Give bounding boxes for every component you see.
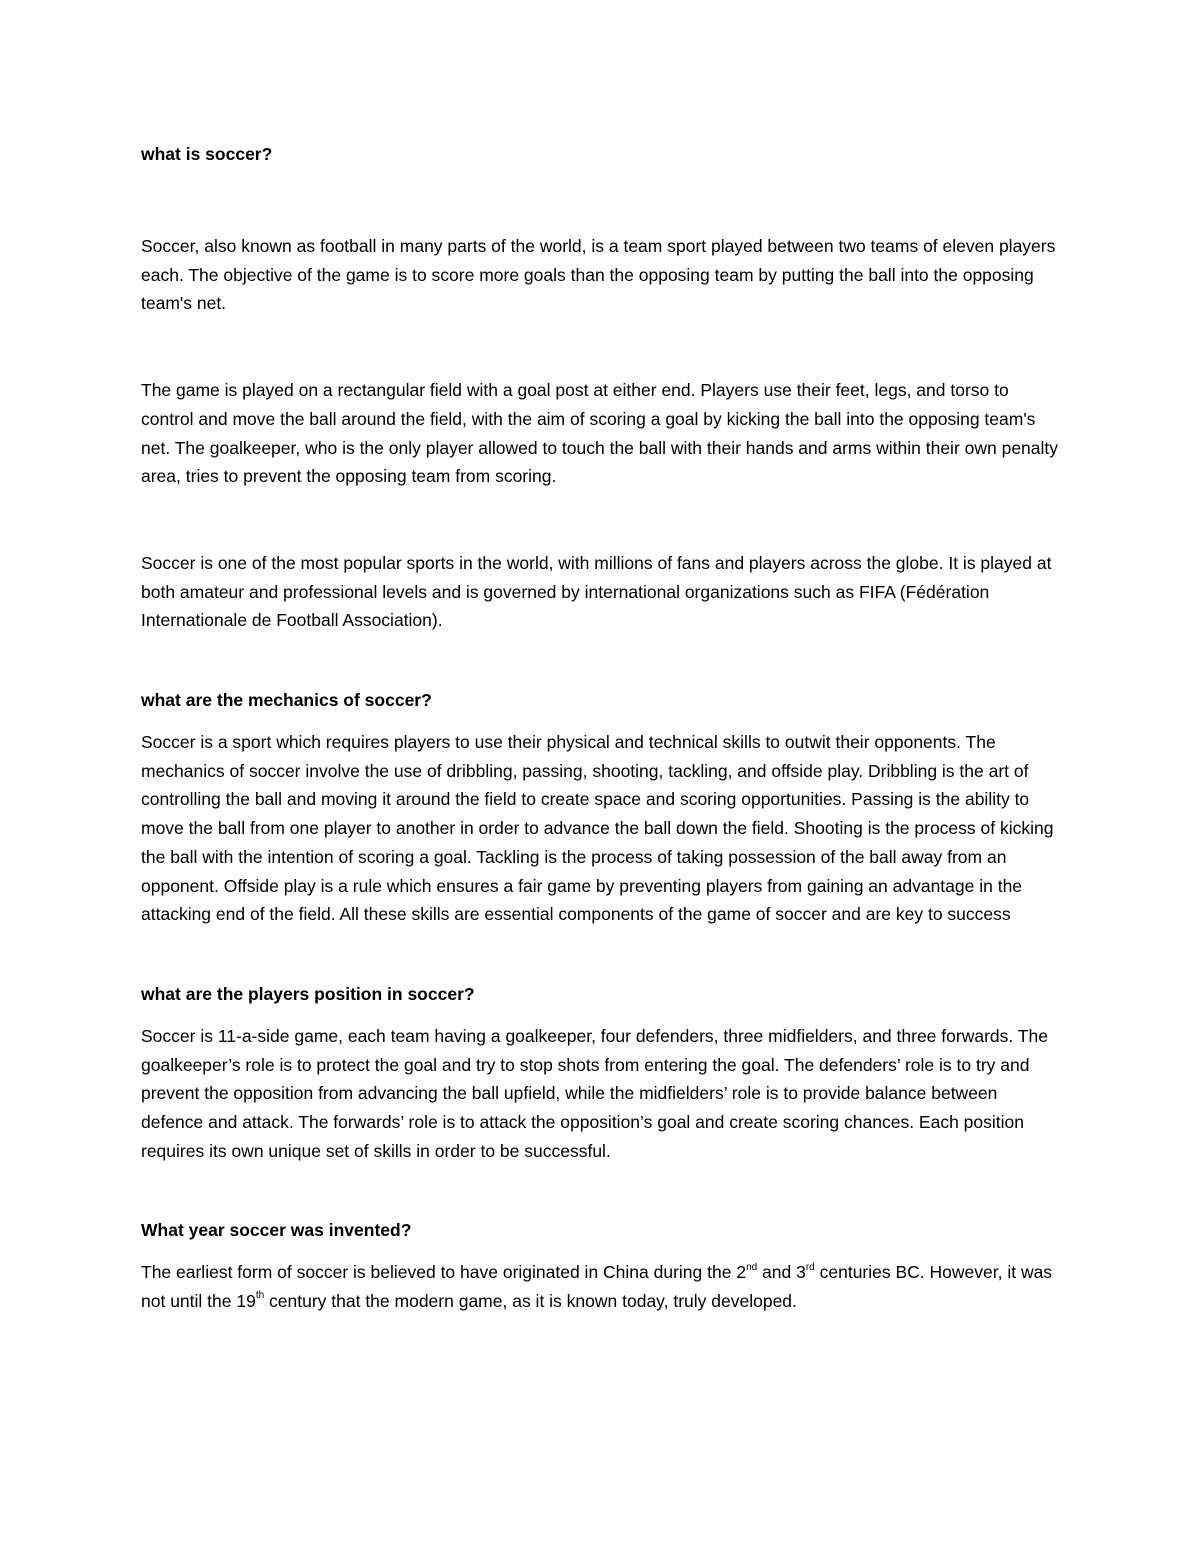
paragraph: Soccer, also known as football in many parts of the world, is a team sport played between two teams of eleven players each. The objective of the game is to score more goals than the opposing team by putting the ball into the opposing team's net.: [141, 236, 1056, 314]
paragraph: Soccer is a sport which requires players to use their physical and technical skills to outwit their opponents. The mechanics of soccer involve the use of dribbling, passing, shooting, tackling, and offside play. Dribbling is the art of controlling the ball and moving it around the field to create space and scoring opportunities. Passing is the ability to move the ball from one player to another in order to advance the ball down the field. Shooting is the process of kicking the ball with the intention of scoring a goal. Tackling is the process of taking possession of the ball away from an opponent. Offside play is a rule which ensures a fair game by preventing players from gaining an advantage in the attacking end of the field. All these skills are essential components of the game of soccer and are key to success: [141, 732, 1054, 925]
paragraph: The game is played on a rectangular field with a goal post at either end. Players use their feet, legs, and torso to control and move the ball around the field, with the aim of scoring a goal by kicking the ball into the opposing team's net. The goalkeeper, who is the only player allowed to touch the ball with their hands and arms within their own penalty area, tries to prevent the opposing team from scoring.: [141, 380, 1059, 487]
superscript: rd: [805, 1261, 815, 1273]
paragraph: [141, 1258, 1061, 1315]
paragraph: Soccer is one of the most popular sports in the world, with millions of fans and players across the globe. It is played at both amateur and professional levels and is governed by international organizations such as FIFA (Fédération Internationale de Football Association).: [141, 552, 1052, 631]
section-heading: what are the mechanics of soccer?: [141, 690, 432, 711]
superscript: th: [255, 1290, 265, 1302]
text-run: century that the modern game, as it is known today, truly developed.: [264, 1291, 797, 1312]
section-heading: what are the players position in soccer?: [141, 983, 475, 1004]
section-heading: What year soccer was invented?: [141, 1220, 412, 1241]
text-run: and 3: [757, 1262, 806, 1283]
paragraph: Soccer is 11-a-side game, each team having a goalkeeper, four defenders, three midfielders, and three forwards. The goalkeeper’s role is to protect the goal and try to stop shots from entering the goal. The defenders’ role is to try and prevent the opposition from advancing the ball upfield, while the midfielders’ role is to provide balance between defence and attack. The forwards’ role is to attack the opposition’s goal and create scoring chances. Each position requires its own unique set of skills in order to be successful.: [141, 1025, 1048, 1161]
superscript: nd: [746, 1261, 758, 1273]
document-page: [141, 140, 1061, 1316]
text-run: The earliest form of soccer is believed to have originated in China during the 2: [141, 1262, 747, 1283]
section-heading: what is soccer?: [141, 144, 273, 164]
text-run: centuries BC. However, it was not until the 19: [141, 1262, 1053, 1312]
